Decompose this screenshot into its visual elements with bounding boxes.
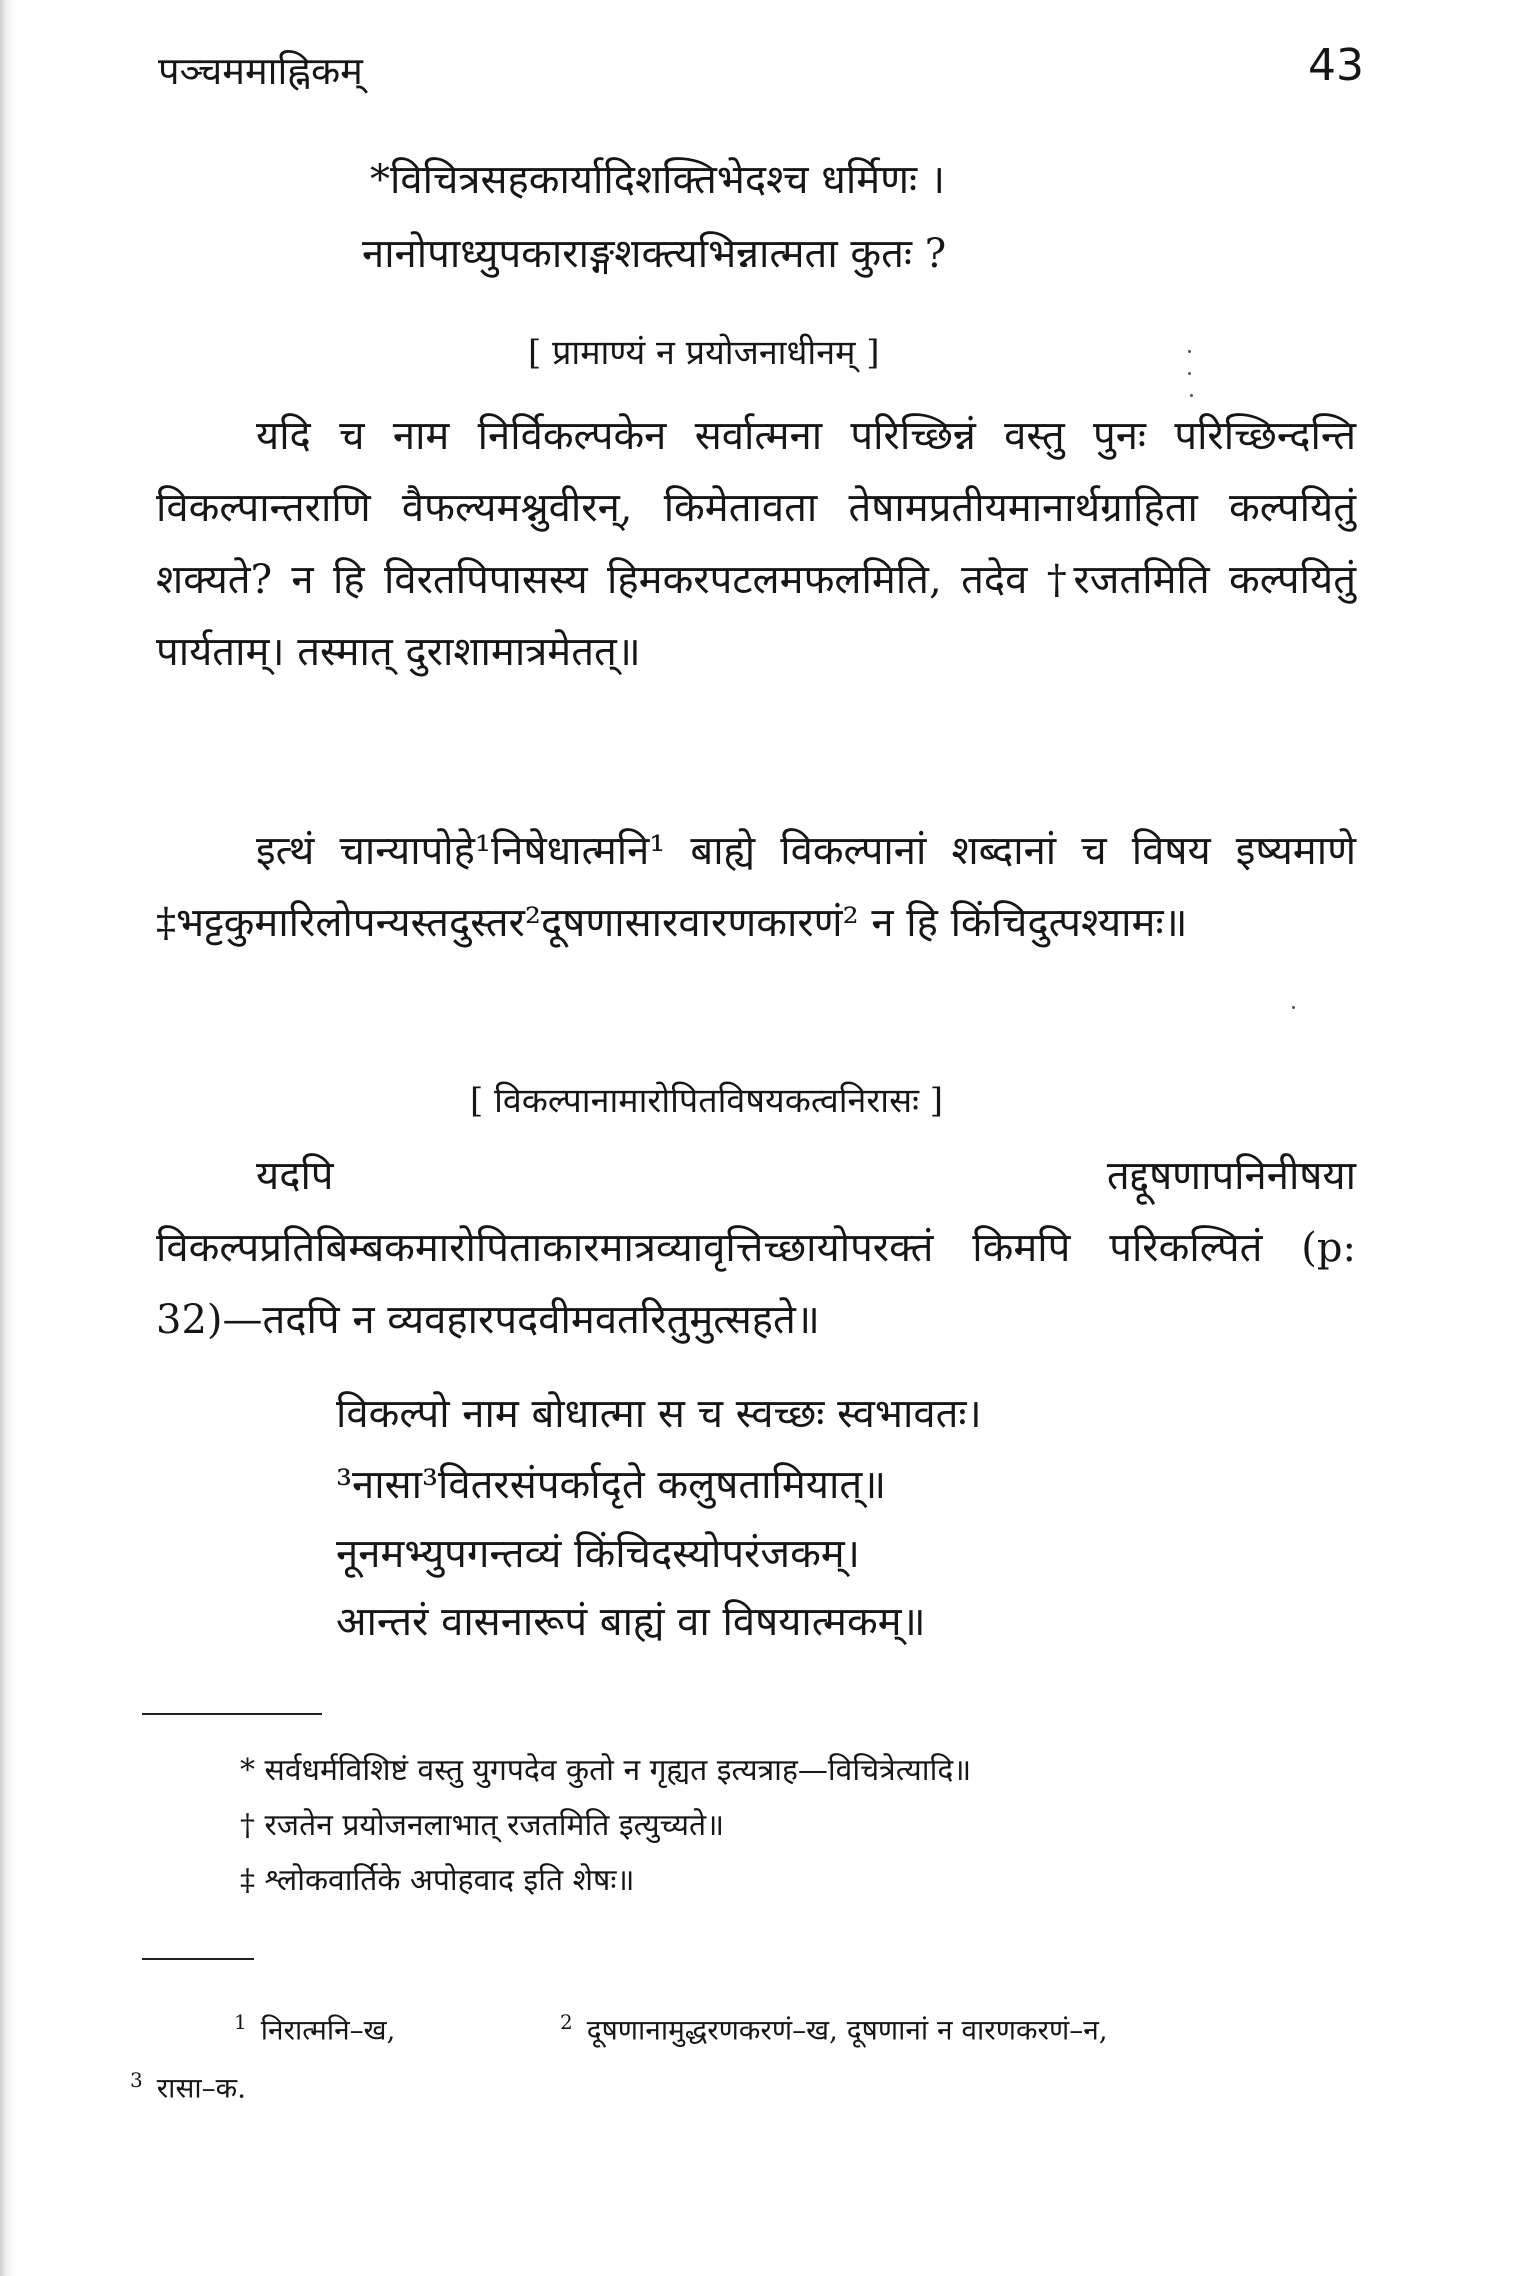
variants-rule — [142, 1958, 254, 1960]
speck — [1188, 372, 1191, 375]
speck — [1188, 350, 1191, 353]
footnote: † रजतेन प्रयोजनलाभात् रजतमिति इत्युच्यते॥ — [240, 1808, 725, 1843]
page-number: 43 — [1308, 40, 1364, 91]
paragraph: यदि च नाम निर्विकल्पकेन सर्वात्मना परिच्छिन्नं वस्तु पुनः परिच्छिन्दन्ति विकल्पान्तराणि वैफल्यमश्नुवीरन्, किमेतावता तेषामप्रतीयमानार्थग्राहिता कल्पयितुं शक्यते? न हि विरतपिपासस्य हिमकरपटलमफलमिति, तदेव †रजतमिति कल्पयितुं पार्यताम्। तस्मात् दुराशामात्रमेतत्॥ — [156, 413, 1356, 675]
speck — [1292, 1006, 1295, 1009]
speck — [1190, 394, 1193, 397]
footnote: ‡ श्लोकवार्तिके अपोहवाद इति शेषः॥ — [240, 1863, 635, 1898]
section-heading: [ प्रामाण्यं न प्रयोजनाधीनम् ] — [528, 333, 880, 373]
verse-line: ³नासा³वितरसंपर्कादृते कलुषतामियात्॥ — [336, 1462, 887, 1508]
variant-number: 3 — [130, 2068, 143, 2092]
scan-edge — [0, 0, 14, 2276]
variant-text: रासा–क. — [156, 2071, 247, 2105]
section-heading: [ विकल्पानामारोपितविषयकत्वनिरासः ] — [470, 1081, 944, 1121]
variant-number: 1 — [234, 2010, 247, 2034]
variant-reading — [130, 2068, 246, 2106]
running-head: पञ्चममाह्निकम् — [158, 49, 363, 93]
verse-line: नूनमभ्युपगन्तव्यं किंचिदस्योपरंजकम्। — [336, 1531, 860, 1577]
paragraph: यदपि तद्दूषणापनिनीषया विकल्पप्रतिबिम्बकमारोपिताकारमात्रव्यावृत्तिच्छायोपरक्तं किमपि परिकल्पितं (p: 32)—तदपि न व्यवहारपदवीमवतरितुमुत्सहते॥ — [156, 1153, 1356, 1343]
variant-number: 2 — [560, 2010, 573, 2034]
verse-line: विकल्पो नाम बोधात्मा स च स्वच्छः स्वभावतः। — [336, 1391, 982, 1437]
variant-text: निरात्मनि–ख, — [260, 2013, 396, 2047]
variant-reading — [234, 2010, 395, 2048]
verse-line: नानोपाध्युपकाराङ्गशक्त्यभिन्नात्मता कुतः ? — [362, 231, 947, 277]
paragraph: इत्थं चान्यापोहे¹निषेधात्मनि¹ बाह्ये विकल्पानां शब्दानां च विषय इष्यमाणे ‡भट्टकुमारिलोपन्यस्तदुस्तर²दूषणासारवारणकारणं² न हि किंचिदुत्पश्यामः॥ — [156, 828, 1356, 946]
variant-reading — [560, 2010, 1108, 2048]
verse-line: आन्तरं वासनारूपं बाह्यं वा विषयात्मकम्॥ — [336, 1599, 926, 1645]
footnote-rule — [142, 1713, 322, 1715]
footnote: * सर्वधर्मविशिष्टं वस्तु युगपदेव कुतो न गृह्यत इत्यत्राह—विचित्रेत्यादि॥ — [240, 1753, 972, 1788]
variant-text: दूषणानामुद्धरणकरणं–ख, दूषणानां न वारणकरणं–न, — [586, 2013, 1108, 2047]
verse-line: *विचित्रसहकार्यादिशक्तिभेदश्च धर्मिणः । — [370, 157, 945, 203]
